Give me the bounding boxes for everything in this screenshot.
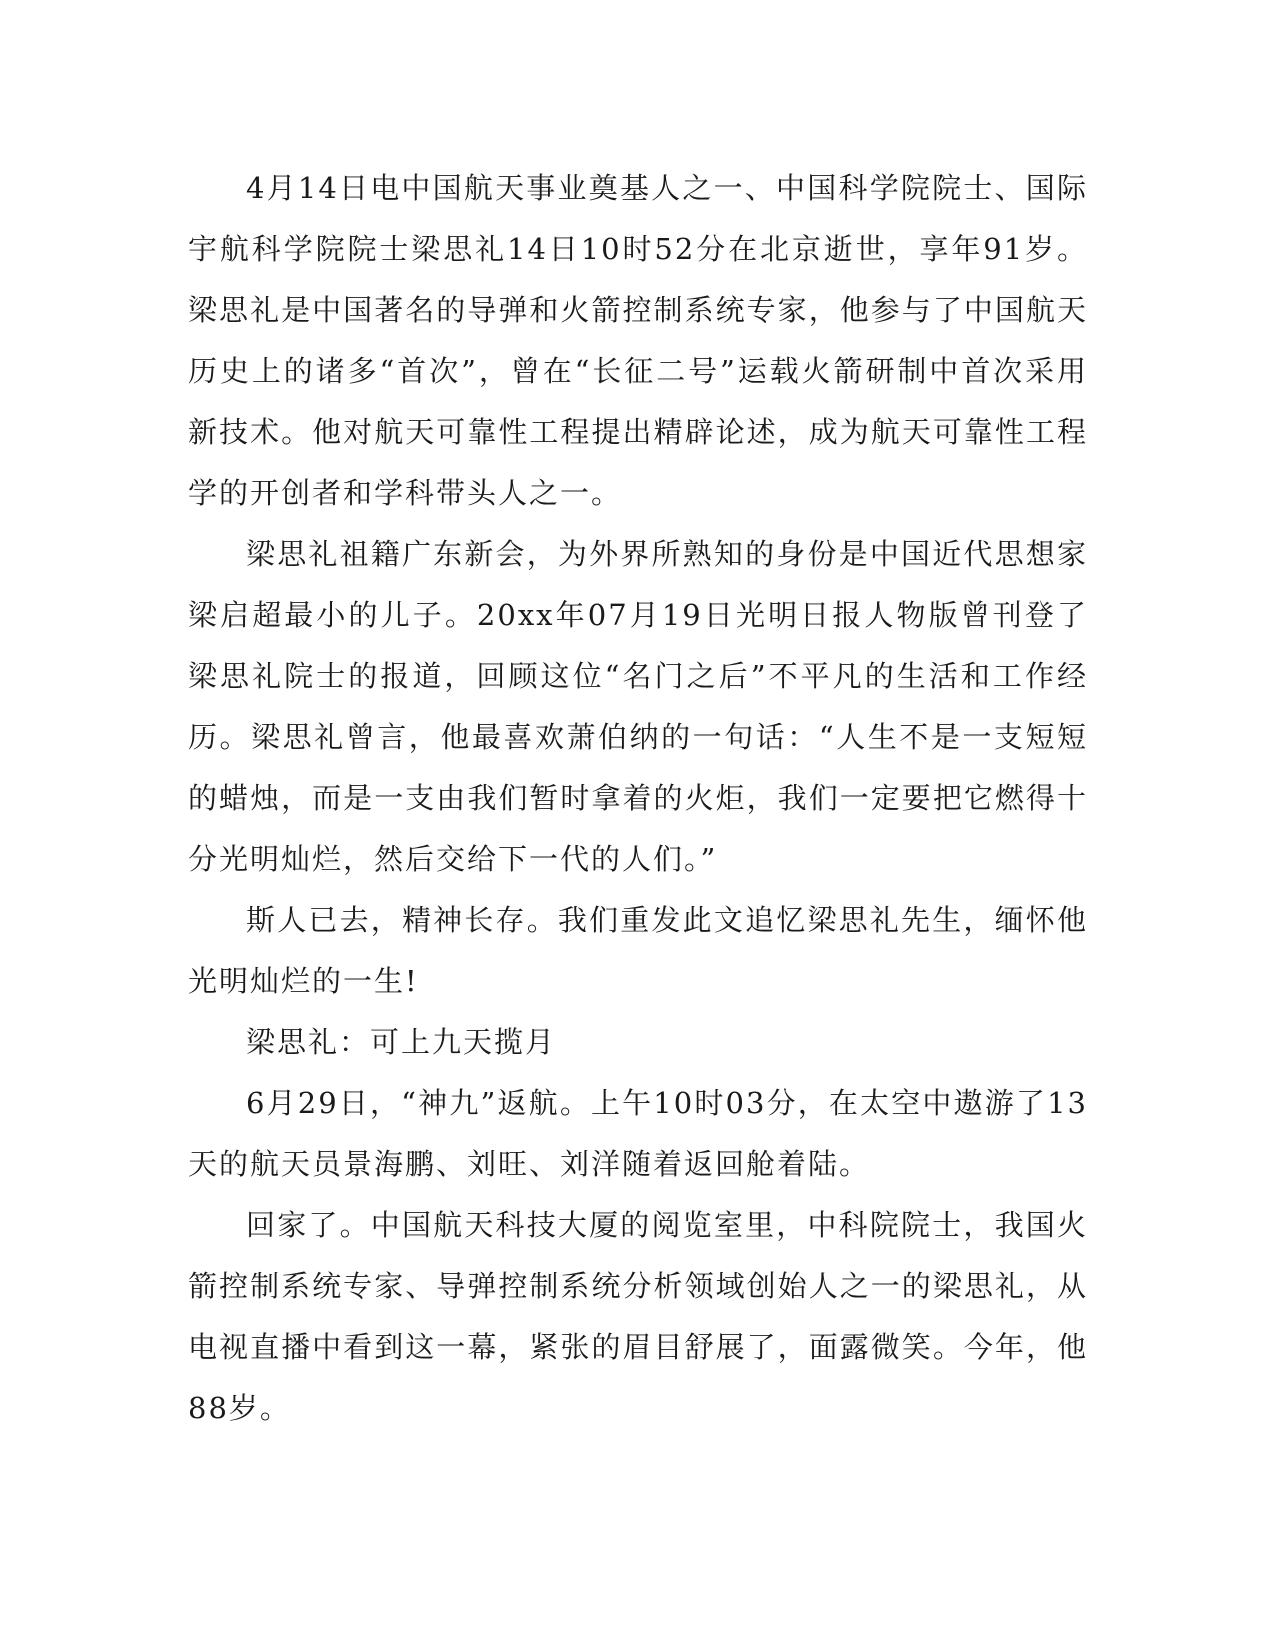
- paragraph-shenjiu-return: 6月29日，“神九”返航。上午10时03分，在太空中遨游了13天的航天员景海鹏、刘旺、刘洋随着返回舱着陆。: [188, 1086, 1088, 1181]
- paragraph-background: 梁思礼祖籍广东新会，为外界所熟知的身份是中国近代思想家梁启超最小的儿子。20xx年07月19日光明日报人物版曾刊登了梁思礼院士的报道，回顾这位“名门之后”不平凡的生活和工作经历。梁思礼曾言，他最喜欢萧伯纳的一句话：“人生不是一支短短的蜡烛，而是一支由我们暂时拿着的火炬，我们一定要把它燃得十分光明灿烂，然后交给下一代的人们。”: [188, 537, 1088, 876]
- section-heading: 梁思礼：可上九天揽月: [246, 1025, 557, 1059]
- paragraph-obituary: 4月14日电中国航天事业奠基人之一、中国科学院院士、国际宇航科学院院士梁思礼14日10时52分在北京逝世，享年91岁。梁思礼是中国著名的导弹和火箭控制系统专家，他参与了中国航天历史上的诸多“首次”，曾在“长征二号”运载火箭研制中首次采用新技术。他对航天可靠性工程提出精辟论述，成为航天可靠性工程学的开创者和学科带头人之一。: [188, 171, 1088, 510]
- paragraph-memorial: 斯人已去，精神长存。我们重发此文追忆梁思礼先生，缅怀他光明灿烂的一生!: [188, 903, 1088, 998]
- paragraph-reading-room: 回家了。中国航天科技大厦的阅览室里，中科院院士，我国火箭控制系统专家、导弹控制系统分析领域创始人之一的梁思礼，从电视直播中看到这一幕，紧张的眉目舒展了，面露微笑。今年，他88岁。: [188, 1208, 1088, 1425]
- document-body: [188, 158, 1088, 1439]
